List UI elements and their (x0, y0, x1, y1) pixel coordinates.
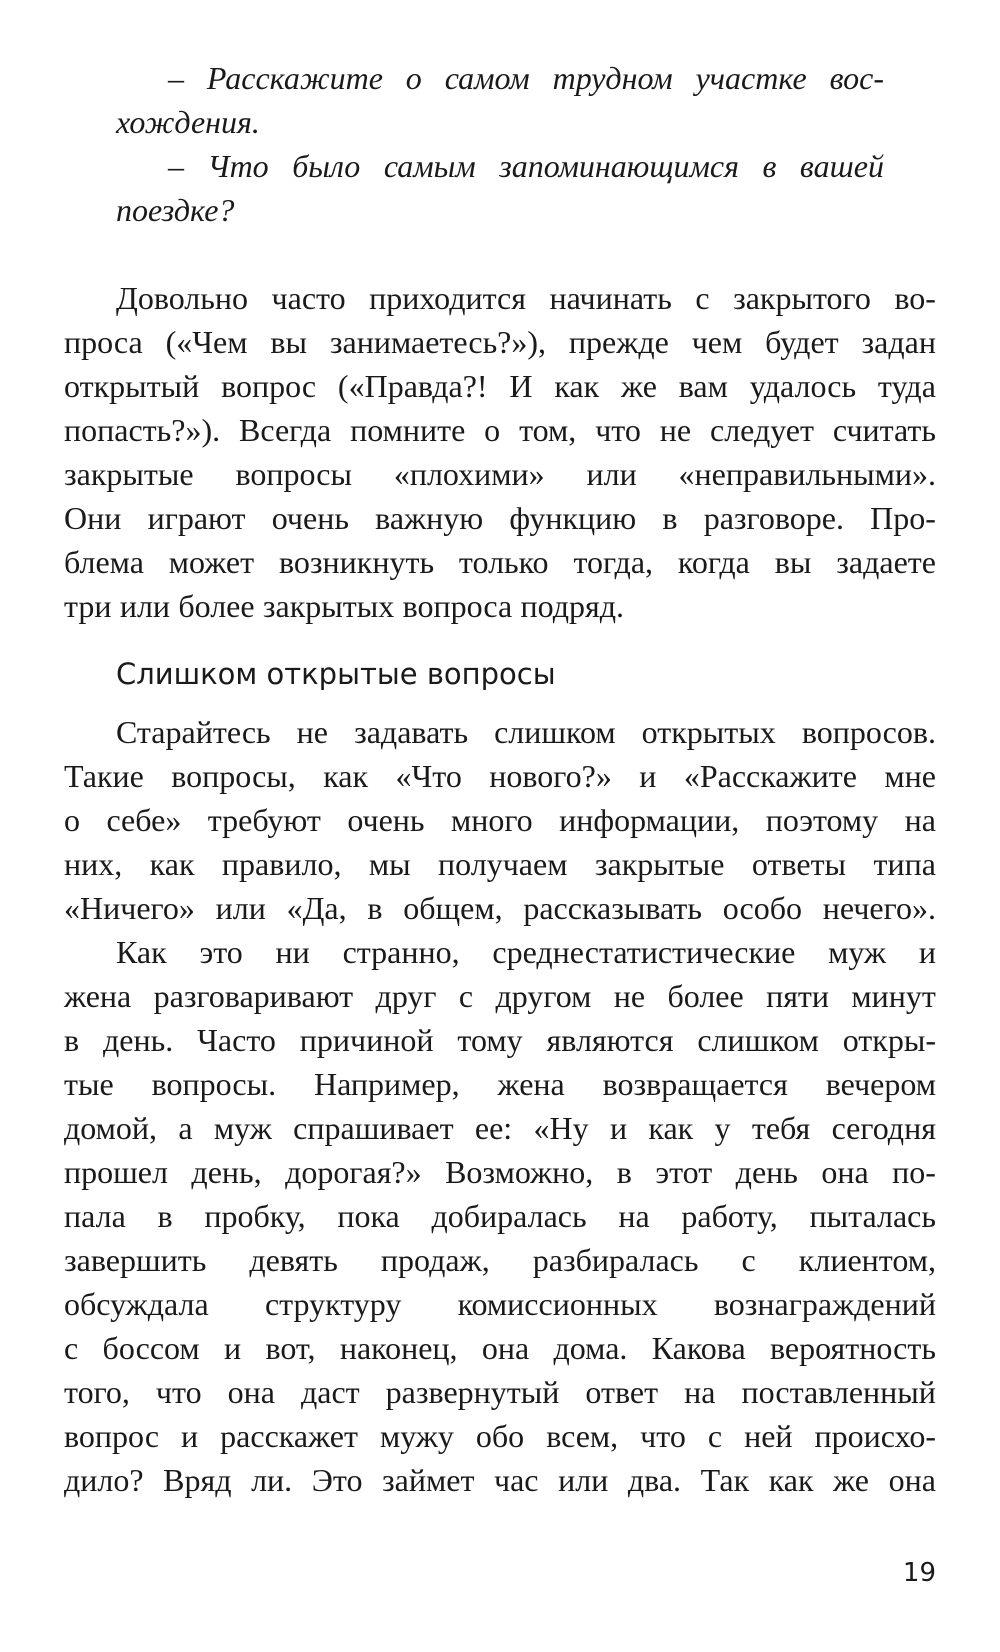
text-line: прошел день, дорогая?» Возможно, в этот день она по- (64, 1154, 936, 1190)
text-line: закрытые вопросы «плохими» или «неправильными». (64, 456, 936, 492)
text-line: того, что она даст развернутый ответ на поставленный (64, 1374, 936, 1410)
text-line: Они играют очень важную функцию в разговоре. Про- (64, 500, 936, 536)
page-content (64, 56, 936, 1502)
text-line: блема может возникнуть только тогда, когда вы задаете (64, 544, 936, 580)
page-number: 19 (902, 1558, 936, 1588)
text-line: – Что было самым запоминающимся в вашей (168, 148, 884, 184)
text-line: «Ничего» или «Да, в общем, рассказывать особо нечего». (64, 890, 936, 926)
text-line: – Расскажите о самом трудном участке вос- (168, 60, 884, 96)
text-line: них, как правило, мы получаем закрытые ответы типа (64, 846, 936, 882)
paragraph-open-questions (64, 710, 936, 930)
text-line: Как это ни странно, среднестатистические муж и (116, 934, 936, 970)
text-line: открытый вопрос («Правда?! И как же вам удалось туда (64, 368, 936, 404)
paragraph-husband-wife (64, 930, 936, 1502)
section-heading: Слишком открытые вопросы (116, 657, 556, 691)
text-line: попасть?»). Всегда помните о том, что не следует считать (64, 412, 936, 448)
text-line: завершить девять продаж, разбиралась с клиентом, (64, 1242, 936, 1278)
text-line: в день. Часто причиной тому являются слишком откры- (64, 1022, 936, 1058)
text-line: Довольно часто приходится начинать с закрытого во- (116, 280, 936, 316)
text-line: обсуждала структуру комиссионных вознаграждений (64, 1286, 936, 1322)
text-line: с боссом и вот, наконец, она дома. Какова вероятность (64, 1330, 936, 1366)
text-line: о себе» требуют очень много информации, поэтому на (64, 802, 936, 838)
italic-question-list (116, 56, 884, 232)
text-line: дило? Вряд ли. Это займет час или два. Так как же она (64, 1462, 936, 1498)
text-line: три или более закрытых вопроса подряд. (64, 588, 624, 624)
paragraph-closed-questions (64, 276, 936, 628)
spacer (64, 232, 936, 276)
text-line: жена разговаривают друг с другом не более пяти минут (64, 978, 936, 1014)
text-line: Такие вопросы, как «Что нового?» и «Расскажите мне (64, 758, 936, 794)
text-line: проса («Чем вы занимаетесь?»), прежде чем будет задан (64, 324, 936, 360)
text-line: Старайтесь не задавать слишком открытых вопросов. (116, 714, 936, 750)
text-line: поездке? (116, 192, 235, 228)
text-line: пала в пробку, пока добиралась на работу, пыталась (64, 1198, 936, 1234)
text-line: вопрос и расскажет мужу обо всем, что с ней происхо- (64, 1418, 936, 1454)
text-line: тые вопросы. Например, жена возвращается вечером (64, 1066, 936, 1102)
text-line: хождения. (116, 104, 260, 140)
text-line: домой, а муж спрашивает ее: «Ну и как у тебя сегодня (64, 1110, 936, 1146)
